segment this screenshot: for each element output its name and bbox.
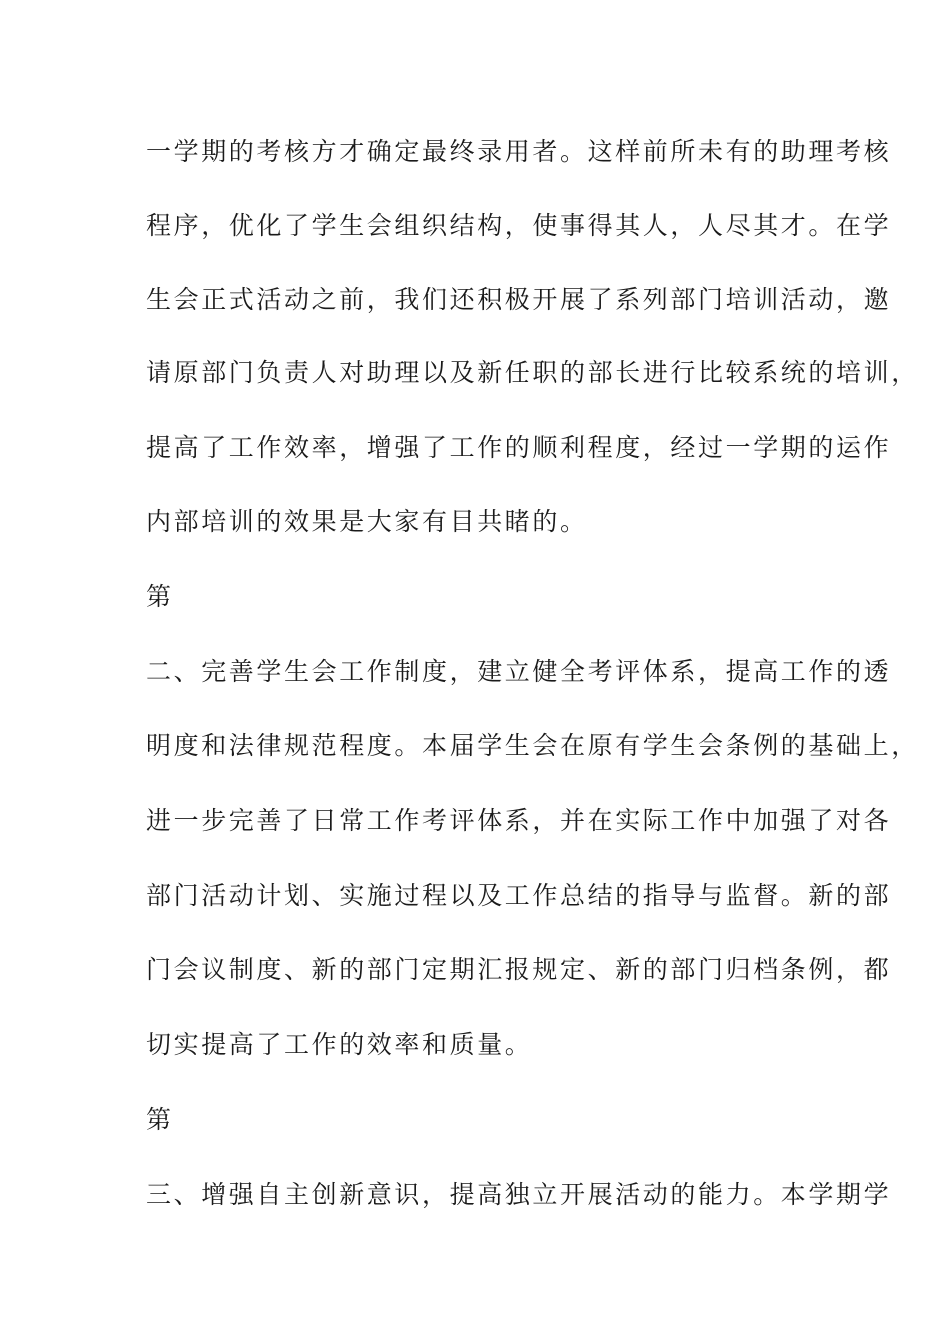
section-heading-line: 二、完善学生会工作制度，建立健全考评体系，提高工作的透	[146, 657, 892, 686]
body-text-line: 生会正式活动之前，我们还积极开展了系列部门培训活动，邀	[146, 285, 892, 314]
body-text-line: 切实提高了工作的效率和质量。	[146, 1030, 533, 1059]
section-marker: 第	[146, 582, 174, 611]
body-text-line: 明度和法律规范程度。本届学生会在原有学生会条例的基础上，	[146, 731, 919, 760]
body-text-line: 门会议制度、新的部门定期汇报规定、新的部门归档条例，都	[146, 955, 892, 984]
body-text-line: 内部培训的效果是大家有目共睹的。	[146, 507, 588, 536]
body-text-line: 请原部门负责人对助理以及新任职的部长进行比较系统的培训，	[146, 358, 919, 387]
body-text-line: 一学期的考核方才确定最终录用者。这样前所未有的助理考核	[146, 137, 892, 166]
body-text-line: 部门活动计划、实施过程以及工作总结的指导与监督。新的部	[146, 881, 892, 910]
body-text-line: 程序，优化了学生会组织结构，使事得其人，人尽其才。在学	[146, 211, 892, 240]
body-text-line: 进一步完善了日常工作考评体系，并在实际工作中加强了对各	[146, 806, 892, 835]
section-heading-line: 三、增强自主创新意识，提高独立开展活动的能力。本学期学	[146, 1180, 892, 1209]
body-text-line: 提高了工作效率，增强了工作的顺利程度，经过一学期的运作	[146, 433, 892, 462]
section-marker: 第	[146, 1105, 174, 1134]
